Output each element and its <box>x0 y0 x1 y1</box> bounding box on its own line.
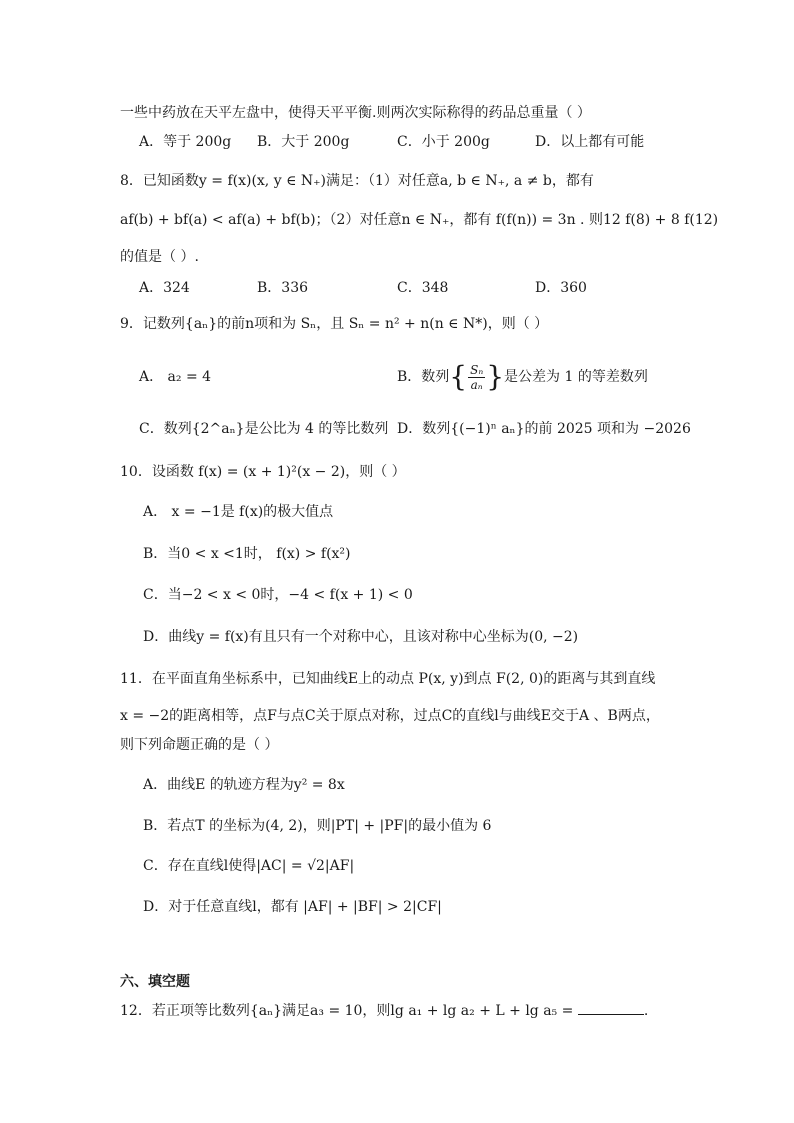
q11-option-d: D．对于任意直线l，都有 |AF| + |BF| > 2|CF| <box>143 899 442 915</box>
q8-option-b: B．336 <box>257 280 309 296</box>
question-8-line-1: 8．已知函数y = f(x)(x, y ∈ N₊)满足：（1）对任意a, b ∈ N₊, a ≠ b，都有 <box>120 173 594 189</box>
question-12 <box>120 1000 648 1022</box>
question-9-stem: 9．记数列{aₙ}的前n项和为 Sₙ，且 Sₙ = n² + n(n ∈ N*)，则（ ） <box>120 316 549 332</box>
question-8-line-3: 的值是（ ）. <box>120 249 199 265</box>
right-brace-icon: } <box>486 360 505 393</box>
q10-option-d: D．曲线y = f(x)有且只有一个对称中心，且该对称中心坐标为(0, −2) <box>143 629 579 645</box>
left-brace-icon: { <box>449 360 468 393</box>
fraction-numerator: Sₙ <box>470 362 484 377</box>
q7-option-b: B．大于 200g <box>257 134 350 150</box>
answer-blank <box>578 1000 644 1015</box>
question-7-stem-tail: 一些中药放在天平左盘中，使得天平平衡.则两次实际称得的药品总重量（ ） <box>120 105 591 121</box>
q9-option-b-prefix: B．数列 <box>397 369 450 385</box>
fraction <box>468 363 485 392</box>
fraction-denominator: aₙ <box>470 377 483 392</box>
question-12-end: . <box>643 1003 649 1019</box>
q10-option-a: A． x = −1是 f(x)的极大值点 <box>143 504 334 520</box>
q7-option-d: D．以上都有可能 <box>535 134 645 150</box>
q7-option-a: A．等于 200g <box>139 134 232 150</box>
question-10-stem: 10．设函数 f(x) = (x + 1)²(x − 2)，则（ ） <box>120 464 406 480</box>
q11-option-c: C．存在直线l使得|AC| = √2|AF| <box>143 858 355 874</box>
q10-option-c: C．当−2 < x < 0时，−4 < f(x + 1) < 0 <box>143 587 413 603</box>
q8-option-d: D．360 <box>535 280 587 296</box>
q7-option-c: C．小于 200g <box>397 134 490 150</box>
question-11-line-1: 11．在平面直角坐标系中，已知曲线E上的动点 P(x, y)到点 F(2, 0)的距离与其到直线 <box>120 671 656 687</box>
question-11-line-3: 则下列命题正确的是（ ） <box>120 737 279 753</box>
q9-option-a: A． a₂ = 4 <box>139 369 212 385</box>
q8-option-c: C．348 <box>397 280 449 296</box>
q8-option-a: A．324 <box>139 280 190 296</box>
q11-option-b: B．若点T 的坐标为(4, 2)，则|PT| + |PF|的最小值为 6 <box>143 818 492 834</box>
question-12-text: 12．若正项等比数列{aₙ}满足a₃ = 10，则lg a₁ + lg a₂ + L + lg a₅ = <box>120 1003 574 1019</box>
q9-option-d: D．数列{(−1)ⁿ aₙ}的前 2025 项和为 −2026 <box>397 421 691 437</box>
q11-option-a: A．曲线E 的轨迹方程为y² = 8x <box>143 777 345 793</box>
q9-option-b-suffix: 是公差为 1 的等差数列 <box>504 369 648 385</box>
q9-option-c: C．数列{2^aₙ}是公比为 4 的等比数列 <box>139 421 389 437</box>
question-11-line-2: x = −2的距离相等，点F与点C关于原点对称，过点C的直线l与曲线E交于A 、B两点， <box>120 708 660 724</box>
section-heading: 六、填空题 <box>120 974 190 990</box>
q9-option-b <box>397 357 648 397</box>
question-8-line-2: af(b) + bf(a) < af(a) + bf(b)；（2）对任意n ∈ N₊，都有 f(f(n)) = 3n . 则12 f(8) + 8 f(12) <box>120 212 719 228</box>
q10-option-b: B．当0 < x <1时， f(x) > f(x²) <box>143 546 351 562</box>
